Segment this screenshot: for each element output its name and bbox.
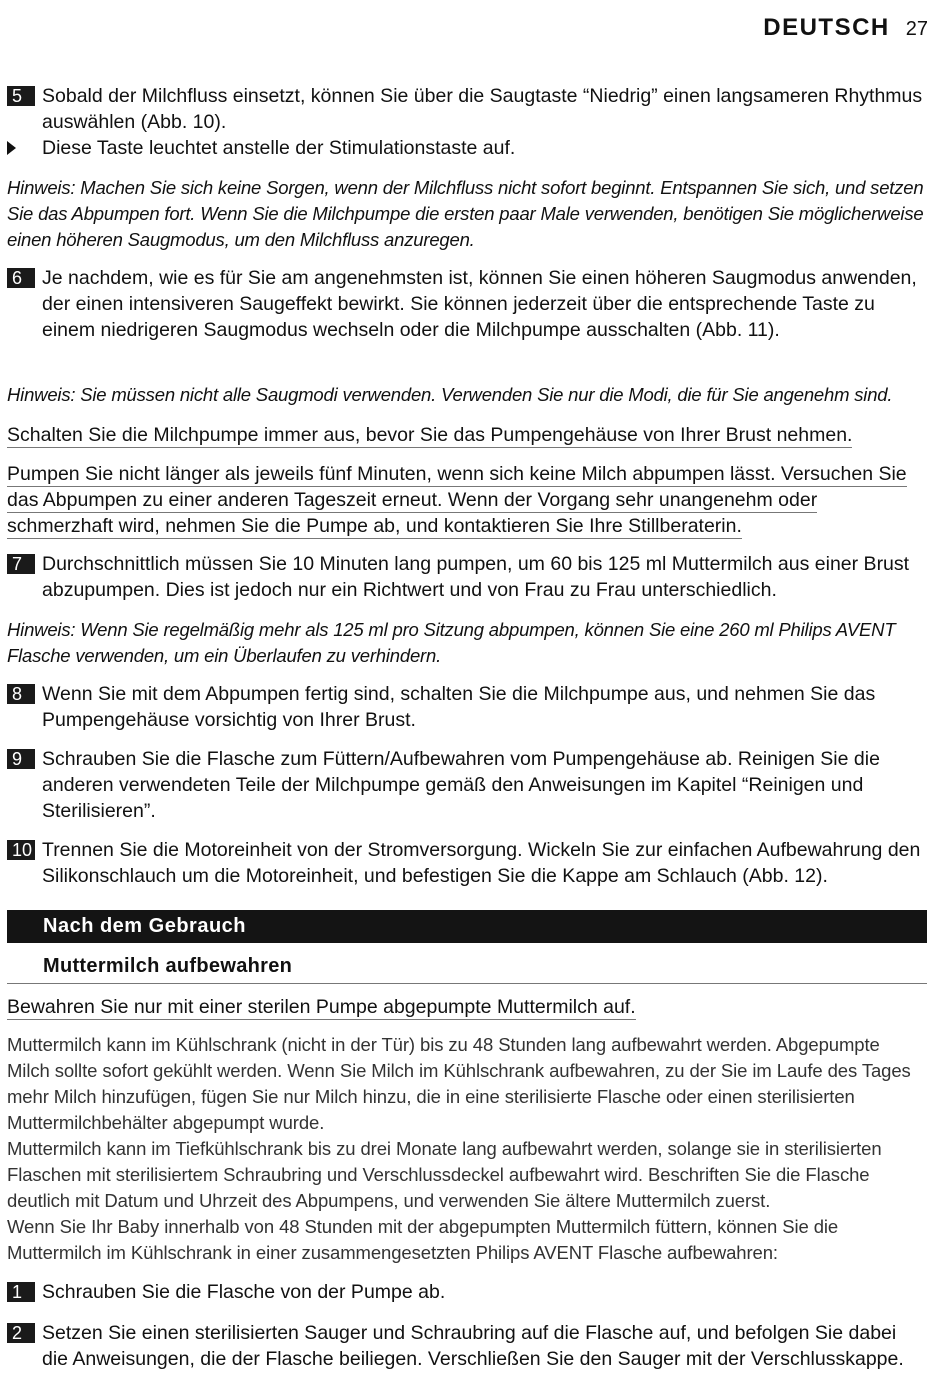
step-6 (7, 265, 927, 343)
step-7 (7, 551, 927, 603)
page-number: 27 (905, 18, 928, 40)
step-9 (7, 746, 927, 824)
warning-text: Pumpen Sie nicht länger als jeweils fünf Minuten, wenn sich keine Milch abpumpen lässt. Versuchen Sie das Abpumpen zu einer anderen Tageszeit erneut. Wenn der Vorgang sehr unangenehm oder schmerzhaft wird, nehmen Sie die Pumpe ab, und kontaktieren Sie Ihre Stillberaterin. (7, 463, 907, 537)
step-storage-1 (7, 1279, 927, 1305)
warning-text: Bewahren Sie nur mit einer sterilen Pumpe abgepumpte Muttermilch auf. (7, 996, 636, 1018)
warning-sterile-pump (7, 994, 927, 1020)
note-bottle-size: Hinweis: Wenn Sie regelmäßig mehr als 125 ml pro Sitzung abpumpen, können Sie eine 260 ml Philips AVENT Flasche verwenden, um ein Überlaufen zu verhindern. (7, 619, 896, 666)
result-bullet (7, 135, 927, 161)
warning-text: Schalten Sie die Milchpumpe immer aus, bevor Sie das Pumpengehäuse von Ihrer Brust nehmen. (7, 424, 853, 446)
step-number-badge: 6 (7, 268, 35, 288)
note-suction-modes: Hinweis: Sie müssen nicht alle Saugmodi verwenden. Verwenden Sie nur die Modi, die für Sie angenehm sind. (7, 384, 893, 405)
bullet-text: Diese Taste leuchtet anstelle der Stimulationstaste auf. (42, 137, 516, 159)
paragraph-freezer-storage: Muttermilch kann im Tiefkühlschrank bis zu drei Monate lang aufbewahrt werden, solange sie in sterilisierten Flaschen mit sterilisiertem Schraubring und Verschlussdeckel aufbewahrt wird. Beschriften Sie die Flasche deutlich mit Datum und Uhrzeit des Abpumpens, und verwenden Sie ältere Muttermilch zuerst. (7, 1138, 882, 1211)
subsection-heading (7, 953, 927, 984)
step-number-badge: 9 (7, 749, 35, 769)
step-8 (7, 681, 927, 733)
paragraph-fridge-storage: Muttermilch kann im Kühlschrank (nicht in der Tür) bis zu 48 Stunden lang aufbewahrt werden. Abgepumpte Milch sollte sofort gekühlt werden. Wenn Sie Milch im Kühlschrank aufbewahren, zu der Sie im Laufe des Tages mehr Milch hinzufügen, fügen Sie nur Milch hinzu, die in eine sterilisierte Flasche oder einen sterilisierten Muttermilchbehälter abgepumpt wurde. (7, 1034, 911, 1133)
step-text: Setzen Sie einen sterilisierten Sauger und Schraubring auf die Flasche auf, und befolgen Sie dabei die Anweisungen, die der Flasche beiliegen. Verschließen Sie den Sauger mit der Verschlusskappe. (42, 1322, 904, 1370)
step-5 (7, 83, 927, 135)
warning-switch-off (7, 422, 927, 448)
section-title: Nach dem Gebrauch (43, 915, 247, 937)
step-number-badge: 7 (7, 554, 35, 574)
step-text: Wenn Sie mit dem Abpumpen fertig sind, schalten Sie die Milchpumpe aus, und nehmen Sie das Pumpengehäuse vorsichtig von Ihrer Brust. (42, 683, 876, 731)
step-number-badge: 1 (7, 1282, 35, 1302)
paragraph-assembled-bottle: Wenn Sie Ihr Baby innerhalb von 48 Stunden mit der abgepumpten Muttermilch füttern, können Sie die Muttermilch im Kühlschrank in einer zusammengesetzten Philips AVENT Flasche aufbewahren: (7, 1216, 839, 1263)
subsection-title: Muttermilch aufbewahren (43, 955, 293, 977)
step-text: Sobald der Milchfluss einsetzt, können Sie über die Saugtaste “Niedrig” einen langsameren Rhythmus auswählen (Abb. 10). (42, 85, 923, 133)
step-number-badge: 2 (7, 1323, 35, 1343)
step-text: Schrauben Sie die Flasche von der Pumpe ab. (42, 1281, 446, 1303)
step-number-badge: 5 (7, 86, 35, 106)
step-text: Schrauben Sie die Flasche zum Füttern/Aufbewahren vom Pumpengehäuse ab. Reinigen Sie die anderen verwendeten Teile der Milchpumpe gemäß den Anweisungen im Kapitel “Reinigen und Sterilisieren”. (42, 748, 880, 822)
bullet-arrow-icon (7, 141, 16, 155)
step-text: Durchschnittlich müssen Sie 10 Minuten lang pumpen, um 60 bis 125 ml Muttermilch aus einer Brust abzupumpen. Dies ist jedoch nur ein Richtwert und von Frau zu Frau unterschiedlich. (42, 553, 910, 601)
step-10 (7, 837, 927, 889)
note-milk-flow: Hinweis: Machen Sie sich keine Sorgen, wenn der Milchfluss nicht sofort beginnt. Entspannen Sie sich, und setzen Sie das Abpumpen fort. Wenn Sie die Milchpumpe die ersten paar Male verwenden, benötigen Sie möglicherweise einen höheren Saugmodus, um den Milchfluss anzuregen. (7, 177, 924, 250)
language-label: DEUTSCH (763, 14, 890, 41)
warning-five-minutes (7, 461, 927, 539)
step-number-badge: 10 (7, 840, 35, 860)
step-text: Trennen Sie die Motoreinheit von der Stromversorgung. Wickeln Sie zur einfachen Aufbewahrung den Silikonschlauch um die Motoreinheit, und befestigen Sie die Kappe am Schlauch (Abb. 12). (42, 839, 921, 887)
page-header (763, 14, 928, 42)
step-storage-2 (7, 1320, 927, 1372)
step-number-badge: 8 (7, 684, 35, 704)
step-text: Je nachdem, wie es für Sie am angenehmsten ist, können Sie einen höheren Saugmodus anwenden, der einen intensiveren Saugeffekt bewirkt. Sie können jederzeit über die entsprechende Taste zu einem niedrigeren Saugmodus wechseln oder die Milchpumpe ausschalten (Abb. 11). (42, 267, 917, 341)
section-heading-bar (7, 910, 927, 943)
